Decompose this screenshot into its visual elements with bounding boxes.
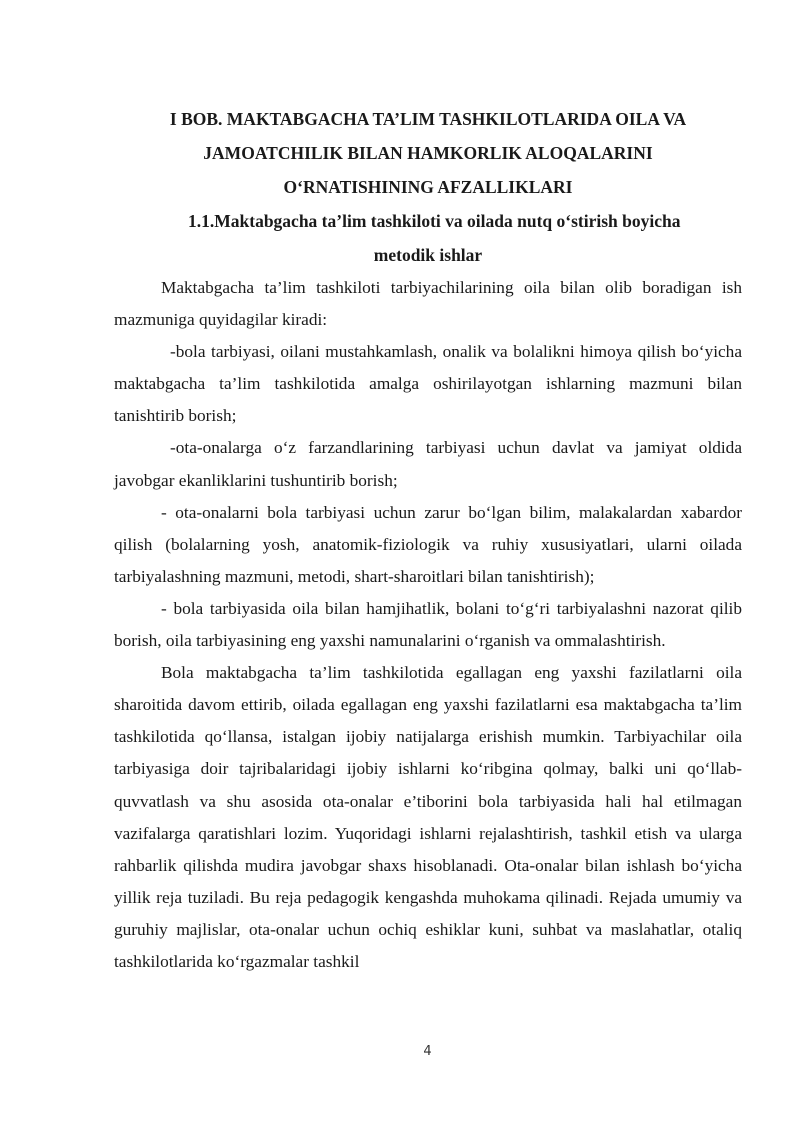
chapter-title [114,102,742,204]
section-title-line: 1.1.Maktabgacha ta’lim tashkiloti va oilada nutq o‘stirish boyicha [188,211,681,231]
chapter-title-line: I BOB. MAKTABGACHA TA’LIM TASHKILOTLARIDA OILA VA [169,109,687,129]
chapter-title-line: O‘RNATISHINING AFZALLIKLARI [283,177,573,197]
section-title [114,204,742,272]
paragraph: - bola tarbiyasida oila bilan hamjihatlik, bolani to‘g‘ri tarbiyalashni nazorat qilib borish, oila tarbiyasining eng yaxshi namunalarini o‘rganish va ommalashtirish. [114,598,742,651]
paragraph: - ota-onalarni bola tarbiyasi uchun zarur bo‘lgan bilim, malakalardan xabardor qilish (bolalarning yosh, anatomik-fiziologik va ruhiy xususiyatlari, ularni oilada tarbiyalashning mazmuni, metodi, shart-sharoitlari bilan tanishtirish); [114,502,742,586]
paragraph: Maktabgacha ta’lim tashkiloti tarbiyachilarining oila bilan olib boradigan ish mazmuniga quyidagilar kiradi: [114,278,742,330]
paragraph: Bola maktabgacha ta’lim tashkilotida egallagan eng yaxshi fazilatlarni oila sharoitida davom ettirib, oilada egallagan eng yaxshi fazilatlarni esa maktabgacha ta’lim tashkilotida qo‘llansa, istalgan ijobiy natijalarga erishish mumkin. Tarbiyachilar oila tarbiyasiga doir tajribalaridagi ijobiy ishlarni ko‘ribgina qolmay, balki uni qo‘llab-quvvatlash va shu asosida ota-onalar e’tiborini bola tarbiyasida hali hal etilmagan vazifalarga qaratishlari lozim. Yuqoridagi ishlarni rejalashtirish, tashkil etish va ularga rahbarlik qilishda mudira javobgar shaxs hisoblanadi. Ota-onalar bilan ishlash bo‘yicha yillik reja tuziladi. Bu reja pedagogik kengashda muhokama qilinadi. Rejada umumiy va guruhiy majlislar, ota-onalar uchun ochiq eshiklar kuni, suhbat va maslahatlar, otaliq tashkilotlarida ko‘rgazmalar tashkil [114,663,742,971]
paragraph: -bola tarbiyasi, oilani mustahkamlash, onalik va bolalikni himoya qilish bo‘yicha maktabgacha ta’lim tashkilotida amalga oshirilayotgan ishlarning mazmuni bilan tanishtirib borish; [114,342,742,426]
section-title-line: metodik ishlar [373,245,483,265]
paragraph: -ota-onalarga o‘z farzandlarining tarbiyasi uchun davlat va jamiyat oldida javobgar ekanliklarini tushuntirib borish; [114,438,742,490]
document-page [114,102,742,978]
body-text [114,272,742,978]
page-number: 4 [423,1044,432,1059]
chapter-title-line: JAMOATCHILIK BILAN HAMKORLIK ALOQALARINI [203,143,653,163]
